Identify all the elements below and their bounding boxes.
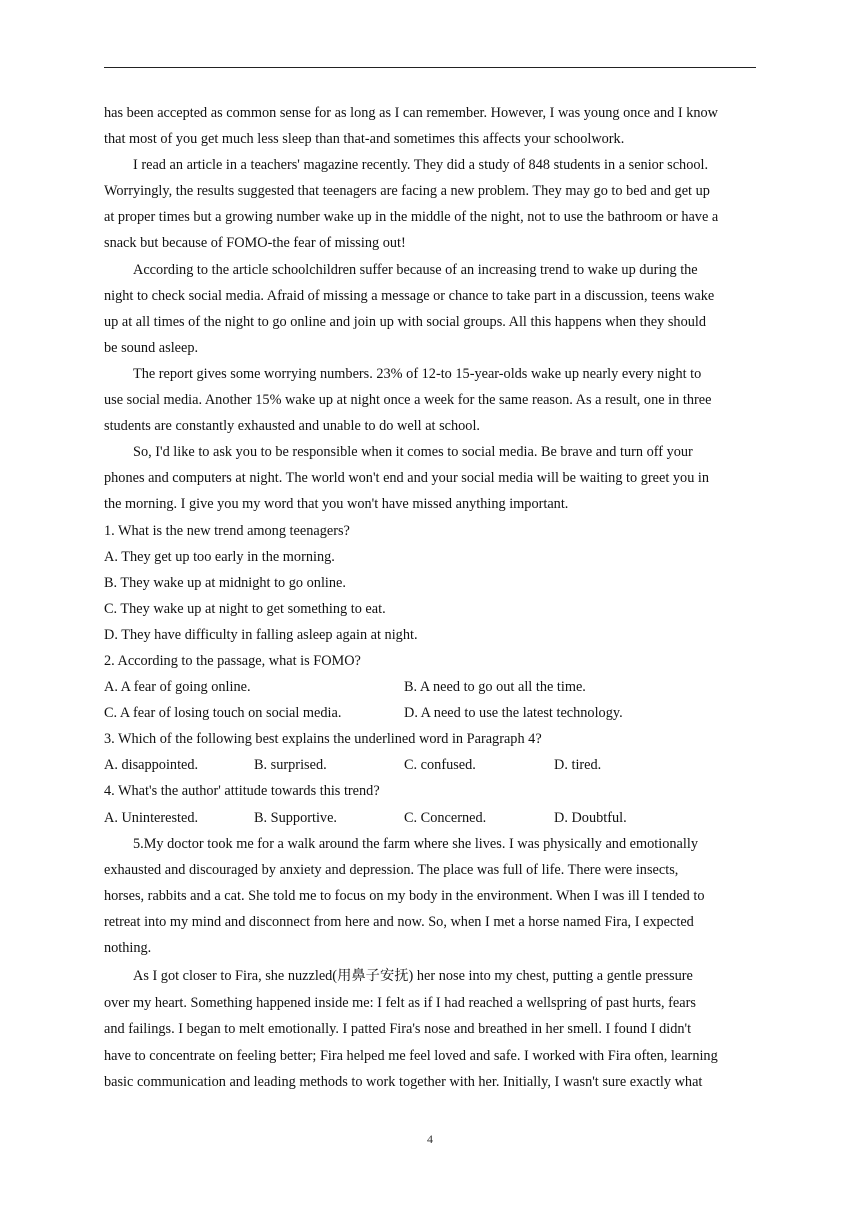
option-c: C. confused. [404,757,476,774]
option-b: B. A need to go out all the time. [404,679,586,696]
story-paragraph-2: As I got closer to Fira, she nuzzled(用鼻子安抚) her nose into my chest, putting a gentle pressure over my heart. Something happened inside me: I felt as if I had reached a wellspring of past hurts, fears and failings. I began to melt emotionally. I patted Fira's nose and breathed in her smell. I found I didn't have to concentrate on feeling better; Fira helped me feel loved and safe. I worked with Fira often, learning basic communication and leading methods to work together with her. Initially, I wasn't sure exactly what [104,968,718,1091]
option-c: C. They wake up at night to get something to eat. [104,600,386,617]
options-row-1 [104,674,756,700]
option-c: C. Concerned. [404,809,487,826]
question-stem: 1. What is the new trend among teenagers? [104,522,350,539]
passage-paragraph-2: I read an article in a teachers' magazine recently. They did a study of 848 students in a senior school. Worryingly, the results suggested that teenagers are facing a new problem. They may go to bed and get up at proper times but a growing number wake up in the middle of the night, not to use the bathroom or have a snack but because of FOMO-the fear of missing out! [104,157,719,252]
options-row-2 [104,700,756,726]
document-body [104,100,756,1096]
passage-paragraph-1: has been accepted as common sense for as long as I can remember. However, I was young once and I know that most of you get much less sleep than that-and sometimes this affects your schoolwork. [104,105,718,148]
question-1 [104,518,756,648]
question-stem: 3. Which of the following best explains the underlined word in Paragraph 4? [104,731,542,748]
question-stem: 2. According to the passage, what is FOMO? [104,652,361,669]
option-b: B. surprised. [254,757,327,774]
option-a: A. Uninterested. [104,809,199,826]
options-row [104,805,756,831]
option-d: D. tired. [554,757,602,774]
question-2 [104,648,756,726]
question-stem: 4. What's the author' attitude towards this trend? [104,783,380,800]
question-4 [104,778,756,830]
passage-paragraph-3: According to the article schoolchildren suffer because of an increasing trend to wake up during the night to check social media. Afraid of missing a message or chance to take part in a discussion, teens wake up at all times of the night to go online and join up with social groups. All this happens when they should be sound asleep. [104,261,715,356]
question-3 [104,726,756,778]
option-a: A. disappointed. [104,757,199,774]
story-paragraph-1: 5.My doctor took me for a walk around the farm where she lives. I was physically and emotionally exhausted and discouraged by anxiety and depression. The place was full of life. There were insects, horses, rabbits and a cat. She told me to focus on my body in the environment. When I was ill I tended to retreat into my mind and disconnect from here and now. So, when I met a horse named Fira, I expected nothing. [104,835,705,956]
header-rule [104,67,756,68]
options-row [104,752,756,778]
option-c: C. A fear of losing touch on social media. [104,705,342,722]
option-a: A. A fear of going online. [104,679,251,696]
passage-paragraph-4: The report gives some worrying numbers. 23% of 12-to 15-year-olds wake up nearly every night to use social media. Another 15% wake up at night once a week for the same reason. As a result, one in three students are constantly exhausted and unable to do well at school. [104,365,712,435]
option-d: D. Doubtful. [554,809,627,826]
option-d: D. They have difficulty in falling asleep again at night. [104,626,418,643]
option-d: D. A need to use the latest technology. [404,705,623,722]
page-number: 4 [427,1132,433,1146]
passage-paragraph-5: So, I'd like to ask you to be responsible when it comes to social media. Be brave and turn off your phones and computers at night. The world won't end and your social media will be waiting to greet you in the morning. I give you my word that you won't have missed anything important. [104,444,710,513]
option-b: B. They wake up at midnight to go online. [104,574,346,591]
option-a: A. They get up too early in the morning. [104,548,335,565]
option-b: B. Supportive. [254,809,338,826]
